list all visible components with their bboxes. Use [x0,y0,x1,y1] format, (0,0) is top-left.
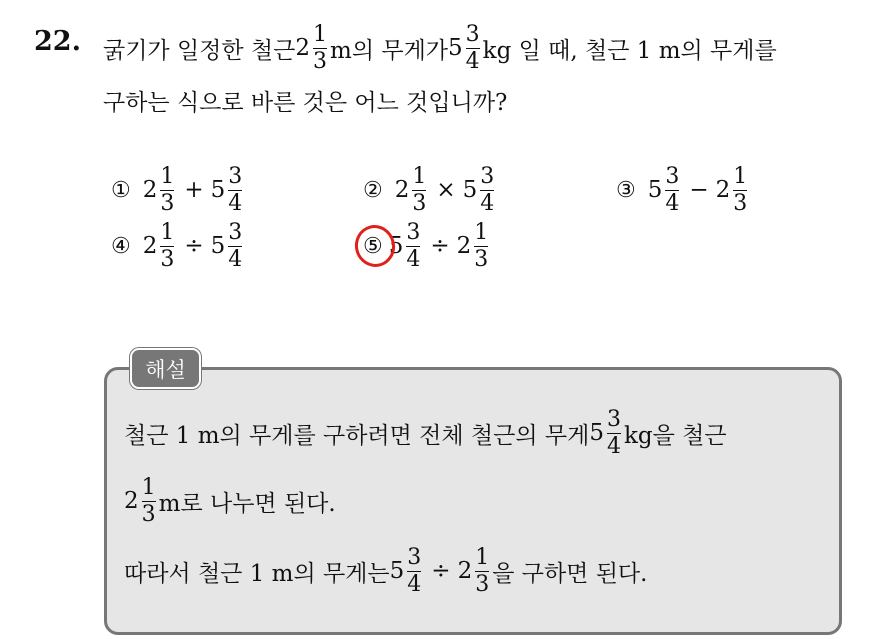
operator: + [184,177,204,203]
mixed-number: 2 $\frac{1}{3}$ [457,544,490,597]
option-1[interactable] [111,160,245,220]
mixed-number: 5 $\frac{3}{4}$ [210,163,243,216]
mixed-number: 5 $\frac{3}{4}$ [210,219,243,272]
option-number: ① [111,177,131,203]
mixed-number: 5 $\frac{3}{4}$ [589,406,621,459]
mixed-number: 2 $\frac{1}{3}$ [142,219,175,272]
mixed-number: 2 $\frac{1}{3}$ [124,474,156,527]
option-3[interactable] [616,160,750,220]
option-number: ④ [111,233,131,259]
explanation-text: 을 구하면 된다. [492,560,648,587]
option-2[interactable] [363,160,497,220]
fraction: $\frac{3}{4}$ [665,163,680,216]
fraction: $\frac{1}{3}$ [474,219,489,272]
operator: × [436,177,456,203]
denominator: 4 [465,48,480,74]
operator: ÷ [430,233,450,259]
question-text: m의 무게가 [330,37,449,64]
fraction: $\frac{3}{4}$ [406,219,421,272]
mixed-number [448,21,483,74]
mixed-number: 2 $\frac{1}{3}$ [394,163,427,216]
explanation-text: 철근 1 m의 무게를 구하려면 전체 철근의 무게 [124,422,590,449]
fraction: $\frac{1}{3}$ [160,163,175,216]
fraction [313,21,328,74]
explanation-text: m로 나누면 된다. [158,490,336,517]
option-number: ⑤ [363,233,383,259]
question-text: 굵기가 일정한 철근 [103,37,296,64]
fraction: $\frac{1}{3}$ [475,544,490,597]
numerator: 3 [465,21,480,47]
option-number: ③ [616,177,636,203]
fraction: $\frac{1}{3}$ [412,163,427,216]
fraction: $\frac{3}{4}$ [407,544,422,597]
operator: − [689,177,709,203]
whole-part: 2 [295,35,311,61]
mixed-number: 5 $\frac{3}{4}$ [462,163,495,216]
explanation-tag: 해설 [130,348,201,389]
mixed-number: 5 $\frac{3}{4}$ [389,544,422,597]
question-line-2: 구하는 식으로 바른 것은 어느 것입니까? [103,90,508,116]
fraction: $\frac{1}{3}$ [141,474,156,527]
fraction: $\frac{1}{3}$ [160,219,175,272]
option-4[interactable] [111,216,245,276]
mixed-number [295,21,330,74]
explanation-text: 따라서 철근 1 m의 무게는 [124,560,390,587]
fraction: $\frac{3}{4}$ [606,406,621,459]
fraction: $\frac{3}{4}$ [228,219,243,272]
fraction: $\frac{1}{3}$ [733,163,748,216]
question-line-1 [103,18,777,78]
mixed-number: 2 $\frac{1}{3}$ [456,219,489,272]
question-number: 22. [34,26,81,57]
numerator: 1 [313,21,328,47]
question-text: kg 일 때, 철근 1 m의 무게를 [482,37,777,64]
mixed-number: 2 $\frac{1}{3}$ [715,163,748,216]
fraction [465,21,480,74]
fraction: $\frac{3}{4}$ [480,163,495,216]
fraction: $\frac{3}{4}$ [228,163,243,216]
mixed-number: 5 $\frac{3}{4}$ [388,219,421,272]
mixed-number: 5 $\frac{3}{4}$ [647,163,680,216]
operator: ÷ [184,233,204,259]
operator: ÷ [431,558,451,584]
explanation-text: kg을 철근 [623,422,727,449]
mixed-number: 2 $\frac{1}{3}$ [142,163,175,216]
option-number: ② [363,177,383,203]
explanation-line-2 [124,471,336,531]
explanation-line-3 [124,541,647,601]
explanation-line-1 [124,403,727,463]
whole-part: 5 [448,35,463,61]
denominator: 3 [313,48,328,74]
